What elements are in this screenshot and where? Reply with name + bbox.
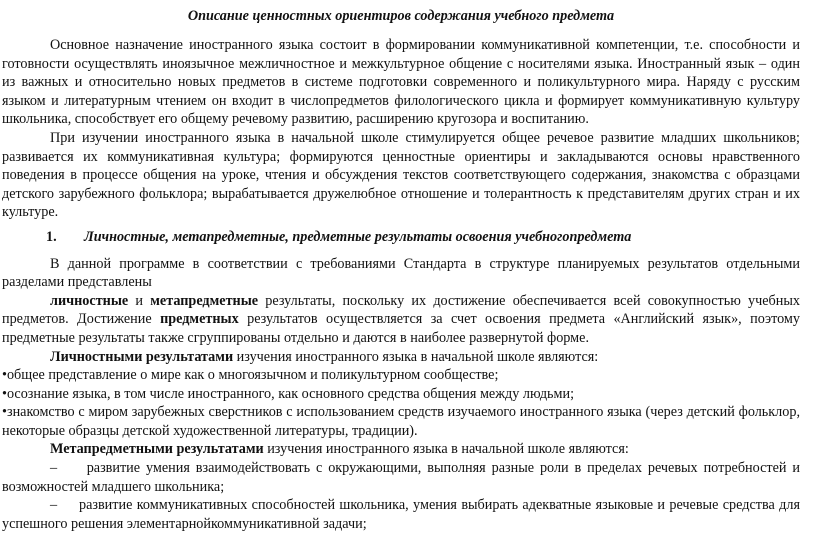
meta-rest: изучения иностранного языка в начальной школе являются:: [263, 441, 629, 458]
dash-item-text: развитие коммуникативных способностей школьника, умения выбирать адекватные языковые и речевые средства для успешного решения элементарнойкоммуникативной задачи;: [2, 497, 800, 532]
document-title: Описание ценностных ориентиров содержания учебного предмета: [187, 8, 615, 24]
section-heading-text: Личностные, метапредметные, предметные результаты освоения учебногопредмета: [84, 228, 632, 245]
meta-lead: Метапредметными результатами: [50, 441, 264, 458]
dash-item: [2, 459, 800, 496]
bullet-item: •общее представление о мире как о многоязычном и поликультурном сообществе;: [2, 367, 499, 384]
dash-marker: –: [50, 497, 58, 514]
text-subject-results: результатов осуществляется за счет освоения предмета «Английский язык», поэтому предметные результаты также сгруппированы отдельно и даются в наиболее развернутой форме.: [2, 311, 800, 346]
term-personal: личностные: [50, 292, 129, 309]
dash-item: [2, 496, 800, 533]
text-results: результаты, поскольку их достижение обеспечивается всей совокупностью учебных предметов. Достижение: [2, 292, 800, 328]
text-and: и: [128, 292, 151, 309]
paragraph-personal-intro: [2, 348, 800, 367]
section-number: 1.: [46, 228, 57, 245]
bullet-item: •знакомство с миром зарубежных сверстников с использованием средств изучаемого иностранного языка (через детский фольклор, некоторые образцы детской художественной литературы, традиции).: [2, 404, 800, 439]
bullet-item: •осознание языка, в том числе иностранного, как основного средства общения между людьми;: [2, 385, 575, 402]
paragraph-program: В данной программе в соответствии с требованиями Стандарта в структуре планируемых результатов отдельными разделами представлены: [2, 255, 800, 291]
paragraph-primary-school: При изучении иностранного языка в начальной школе стимулируется общее речевое развитие младших школьников; развивается их коммуникативная культура; формируются ценностные ориентиры и закладываются основы нравственного поведения в процессе общения на уроке, чтения и обсуждения текстов соответствующего содержания, знакомства с образцами детского зарубежного фольклора; вырабатывается дружелюбное отношение и толерантность к представителям других стран и их культуре.: [2, 129, 800, 221]
paragraph-purpose: Основное назначение иностранного языка состоит в формировании коммуникативной компетенции, т.е. способности и готовности осуществлять иноязычное межличностное и межкультурное общение с носителями языка. Иностранный язык – один из важных и относительно новых предметов в системе подготовки современного и поликультурного мира. Наряду с русским языком и литературным чтением он входит в числопредметов филологического цикла и формирует коммуникативную культуру школьника, способствует его общему речевому развитию, расширению кругозора и воспитанию.: [2, 37, 800, 128]
dash-item-text: развитие умения взаимодействовать с окружающими, выполняя разные роли в пределах речевых потребностей и возможностей младшего школьника;: [2, 460, 800, 495]
term-subject: предметных: [160, 311, 239, 328]
section-heading: [2, 228, 800, 247]
paragraph-results: [2, 292, 800, 348]
dash-marker: –: [50, 460, 58, 477]
personal-lead: Личностными результатами: [50, 348, 234, 365]
term-metasubject: метапредметные: [150, 292, 259, 309]
personal-rest: изучения иностранного языка в начальной школе являются:: [233, 348, 599, 365]
paragraph-meta-intro: [2, 440, 800, 459]
